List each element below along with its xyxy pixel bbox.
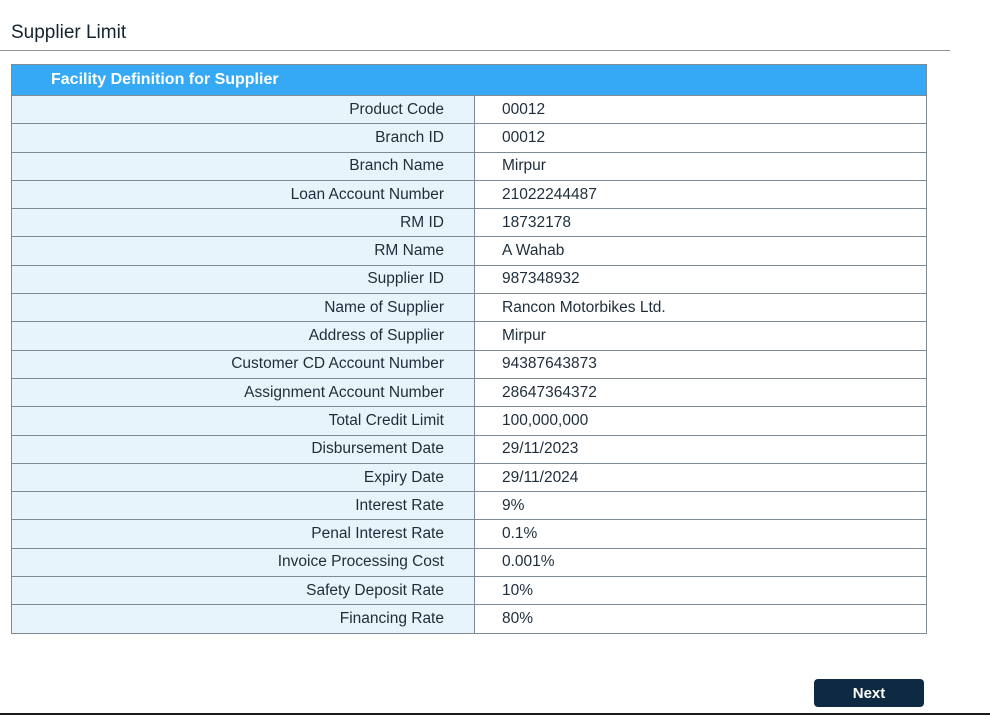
row-value: 29/11/2024 <box>475 464 926 491</box>
table-row <box>12 406 926 434</box>
table-row <box>12 180 926 208</box>
row-value: 00012 <box>475 96 926 123</box>
row-value: 00012 <box>475 124 926 151</box>
title-divider <box>0 50 950 51</box>
row-label: Safety Deposit Rate <box>12 577 475 604</box>
row-label: Assignment Account Number <box>12 379 475 406</box>
row-value: 9% <box>475 492 926 519</box>
row-label: Supplier ID <box>12 266 475 293</box>
page-title: Supplier Limit <box>11 22 127 43</box>
table-row <box>12 491 926 519</box>
row-value: 29/11/2023 <box>475 436 926 463</box>
table-row <box>12 95 926 123</box>
row-label: Interest Rate <box>12 492 475 519</box>
row-value: Rancon Motorbikes Ltd. <box>475 294 926 321</box>
row-value: 0.001% <box>475 549 926 576</box>
row-value: 21022244487 <box>475 181 926 208</box>
row-label: RM Name <box>12 237 475 264</box>
row-label: Branch Name <box>12 153 475 180</box>
row-label: RM ID <box>12 209 475 236</box>
row-label: Address of Supplier <box>12 322 475 349</box>
row-value: 0.1% <box>475 520 926 547</box>
table-row <box>12 576 926 604</box>
table-row <box>12 152 926 180</box>
table-row <box>12 435 926 463</box>
table-row <box>12 548 926 576</box>
row-value: Mirpur <box>475 153 926 180</box>
table-row <box>12 208 926 236</box>
row-label: Penal Interest Rate <box>12 520 475 547</box>
row-label: Invoice Processing Cost <box>12 549 475 576</box>
table-row <box>12 378 926 406</box>
row-value: 100,000,000 <box>475 407 926 434</box>
facility-definition-panel <box>11 64 927 634</box>
row-label: Loan Account Number <box>12 181 475 208</box>
row-value: 18732178 <box>475 209 926 236</box>
facility-table <box>12 95 926 633</box>
row-label: Customer CD Account Number <box>12 351 475 378</box>
row-value: 80% <box>475 605 926 632</box>
row-value: 28647364372 <box>475 379 926 406</box>
row-label: Branch ID <box>12 124 475 151</box>
table-row <box>12 123 926 151</box>
table-row <box>12 236 926 264</box>
row-value: 10% <box>475 577 926 604</box>
row-value: Mirpur <box>475 322 926 349</box>
row-label: Expiry Date <box>12 464 475 491</box>
row-label: Financing Rate <box>12 605 475 632</box>
table-row <box>12 265 926 293</box>
next-button[interactable]: Next <box>814 679 924 707</box>
table-row <box>12 350 926 378</box>
table-row <box>12 321 926 349</box>
row-value: 987348932 <box>475 266 926 293</box>
table-row <box>12 604 926 632</box>
table-row <box>12 293 926 321</box>
row-label: Disbursement Date <box>12 436 475 463</box>
table-row <box>12 519 926 547</box>
row-value: 94387643873 <box>475 351 926 378</box>
row-label: Product Code <box>12 96 475 123</box>
row-label: Total Credit Limit <box>12 407 475 434</box>
bottom-divider <box>0 713 990 715</box>
row-value: A Wahab <box>475 237 926 264</box>
panel-header: Facility Definition for Supplier <box>12 65 926 95</box>
table-row <box>12 463 926 491</box>
row-label: Name of Supplier <box>12 294 475 321</box>
